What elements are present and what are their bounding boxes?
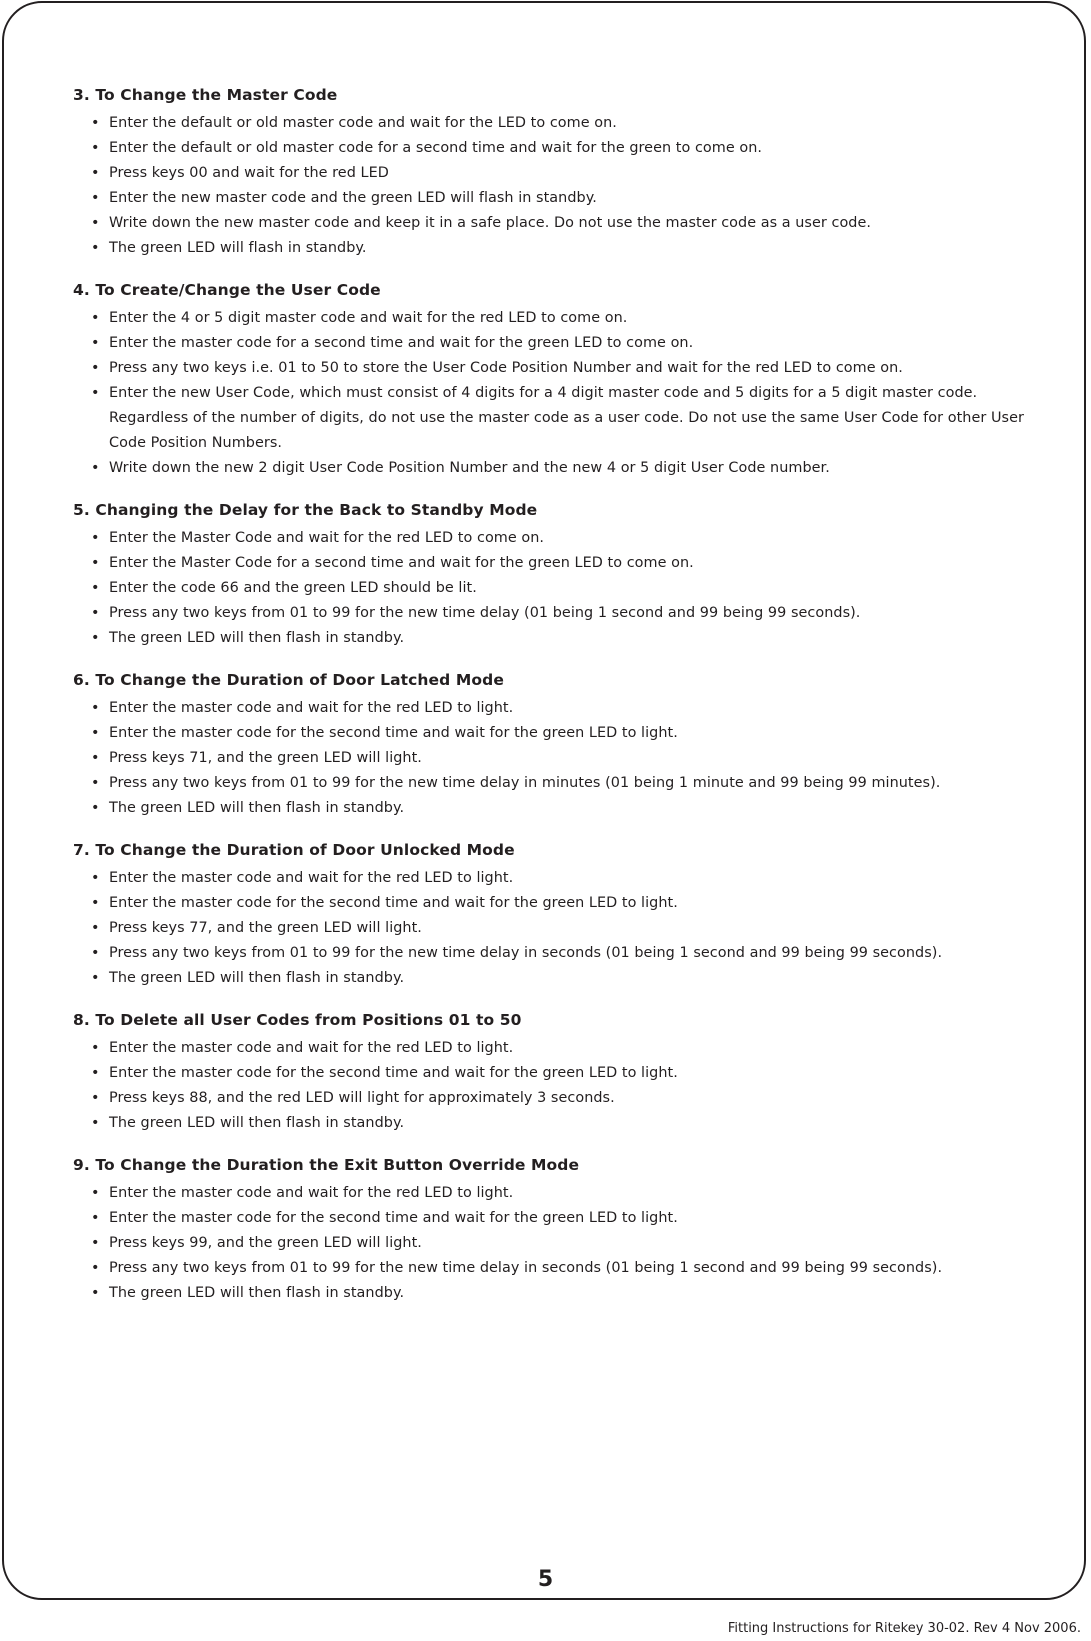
list-item: • The green LED will then flash in standby. [91, 966, 1033, 991]
section-create-user-code [73, 279, 1033, 481]
list-item: • Press any two keys from 01 to 99 for the new time delay in minutes (01 being 1 minute and 99 being 99 minutes). [91, 771, 1033, 796]
list-item: • Enter the master code and wait for the red LED to light. [91, 696, 1033, 721]
list-item: • Press any two keys from 01 to 99 for the new time delay in seconds (01 being 1 second and 99 being 99 seconds). [91, 941, 1033, 966]
list-item: • Press any two keys from 01 to 99 for the new time delay in seconds (01 being 1 second and 99 being 99 seconds). [91, 1256, 1033, 1281]
section-title: 5. Changing the Delay for the Back to Standby Mode [73, 501, 538, 519]
list-item: • Press keys 71, and the green LED will light. [91, 746, 1033, 771]
list-item: • Press any two keys i.e. 01 to 50 to store the User Code Position Number and wait for the red LED to come on. [91, 356, 1033, 381]
list-item: • Enter the master code and wait for the red LED to light. [91, 1181, 1033, 1206]
list-item: • Enter the master code and wait for the red LED to light. [91, 1036, 1033, 1061]
list-item: • Write down the new 2 digit User Code Position Number and the new 4 or 5 digit User Code number. [91, 456, 1033, 481]
section-title: 6. To Change the Duration of Door Latched Mode [73, 671, 504, 689]
list-item: • Enter the 4 or 5 digit master code and wait for the red LED to come on. [91, 306, 1033, 331]
section-door-latched-duration [73, 669, 1033, 821]
page-number: 5 [537, 1567, 554, 1592]
section-title: 8. To Delete all User Codes from Positions 01 to 50 [73, 1011, 522, 1029]
list-item: • Enter the master code for the second time and wait for the green LED to light. [91, 1061, 1033, 1086]
bullet-list [73, 111, 1033, 261]
list-item: • Press keys 99, and the green LED will light. [91, 1231, 1033, 1256]
bullet-list [73, 696, 1033, 821]
list-item: • Enter the Master Code and wait for the red LED to come on. [91, 526, 1033, 551]
list-item: • Press keys 77, and the green LED will light. [91, 916, 1033, 941]
section-standby-delay [73, 499, 1033, 651]
list-item: • The green LED will then flash in standby. [91, 1111, 1033, 1136]
list-item: • Enter the master code for the second time and wait for the green LED to light. [91, 1206, 1033, 1231]
list-item: • The green LED will then flash in standby. [91, 626, 1033, 651]
list-item: • Enter the default or old master code and wait for the LED to come on. [91, 111, 1033, 136]
section-title: 4. To Create/Change the User Code [73, 281, 381, 299]
instructions-content [73, 84, 1033, 1324]
section-delete-user-codes [73, 1009, 1033, 1136]
list-item: • Press keys 88, and the red LED will light for approximately 3 seconds. [91, 1086, 1033, 1111]
list-item: • Enter the new master code and the green LED will flash in standby. [91, 186, 1033, 211]
list-item: • Enter the default or old master code for a second time and wait for the green to come on. [91, 136, 1033, 161]
section-title: 9. To Change the Duration the Exit Button Override Mode [73, 1156, 580, 1174]
list-item: • The green LED will then flash in standby. [91, 1281, 1033, 1306]
list-item: • Press keys 00 and wait for the red LED [91, 161, 1033, 186]
section-exit-button-override [73, 1154, 1033, 1306]
list-item: • The green LED will flash in standby. [91, 236, 1033, 261]
bullet-list [73, 1036, 1033, 1136]
list-item: • Enter the new User Code, which must consist of 4 digits for a 4 digit master code and 5 digits for a 5 digit master code. Regardless of the number of digits, do not use the master code as a user code. Do not use the same User Code for other User Code Position Numbers. [91, 381, 1033, 456]
bullet-list [73, 1181, 1033, 1306]
list-item: • Enter the master code for the second time and wait for the green LED to light. [91, 721, 1033, 746]
section-title: 7. To Change the Duration of Door Unlocked Mode [73, 841, 515, 859]
section-title: 3. To Change the Master Code [73, 86, 338, 104]
list-item: • Press any two keys from 01 to 99 for the new time delay (01 being 1 second and 99 being 99 seconds). [91, 601, 1033, 626]
bullet-list [73, 306, 1033, 481]
section-change-master-code [73, 84, 1033, 261]
list-item: • Enter the master code for a second time and wait for the green LED to come on. [91, 331, 1033, 356]
list-item: • Enter the Master Code for a second time and wait for the green LED to come on. [91, 551, 1033, 576]
list-item: • Enter the code 66 and the green LED should be lit. [91, 576, 1033, 601]
list-item: • The green LED will then flash in standby. [91, 796, 1033, 821]
section-door-unlocked-duration [73, 839, 1033, 991]
list-item: • Write down the new master code and keep it in a safe place. Do not use the master code as a user code. [91, 211, 1033, 236]
bullet-list [73, 526, 1033, 651]
list-item: • Enter the master code and wait for the red LED to light. [91, 866, 1033, 891]
bullet-list [73, 866, 1033, 991]
footer-text: Fitting Instructions for Ritekey 30-02. Rev 4 Nov 2006. [727, 1621, 1081, 1636]
list-item: • Enter the master code for the second time and wait for the green LED to light. [91, 891, 1033, 916]
